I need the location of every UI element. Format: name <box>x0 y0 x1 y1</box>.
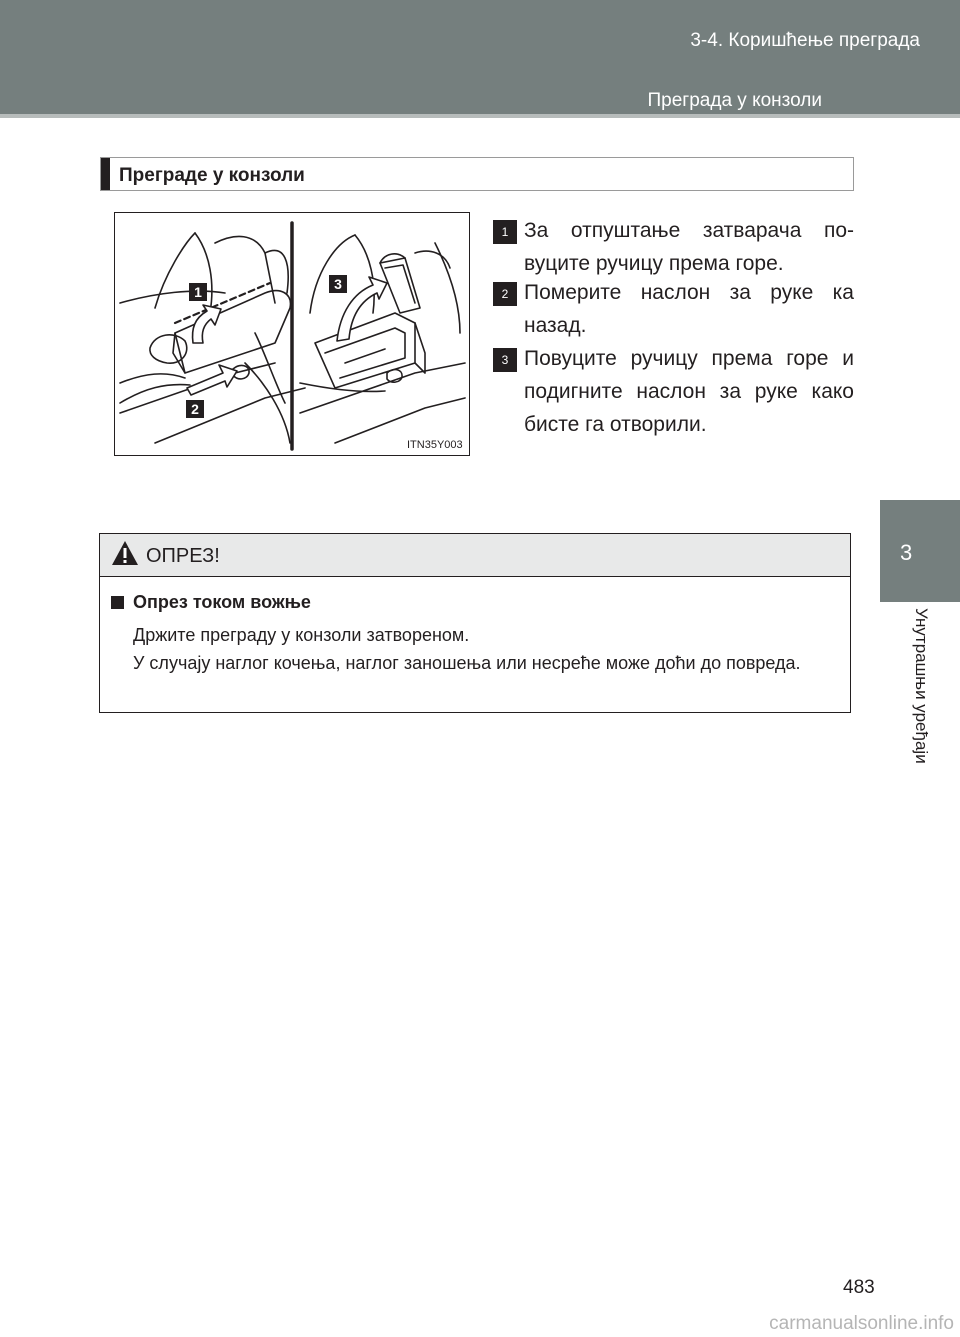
header-section-title: Преграда у конзоли <box>647 90 822 111</box>
caution-bullet <box>111 596 124 609</box>
header-chapter-title: 3-4. Коришћење преграда <box>690 30 920 51</box>
figure-callout-1: 1 <box>194 284 202 300</box>
section-title: Преграде у конзоли <box>119 165 305 186</box>
step-2-text: Померите наслон за руке ка назад. <box>524 281 854 337</box>
console-drawing <box>115 213 469 455</box>
caution-title: Опрез током вожње <box>133 592 311 612</box>
caution-box <box>99 533 851 713</box>
figure-callout-2: 2 <box>191 401 199 417</box>
figure-code: ITN35Y003 <box>407 439 463 451</box>
step-1-text: За отпуштање затварача по-вуците ручицу према горе. <box>524 219 854 275</box>
watermark: carmanualsonline.info <box>769 1313 954 1334</box>
caution-label: ОПРЕЗ! <box>146 545 220 567</box>
side-tab-label: Унутрашњи уређаји <box>912 608 931 764</box>
header-divider <box>0 114 960 118</box>
console-illustration <box>114 212 470 456</box>
step-1-number: 1 <box>493 220 517 244</box>
step-3-number: 3 <box>493 348 517 372</box>
step-3-text: Повуците ручицу према горе и подигните наслон за руке како бисте га отворили. <box>524 347 854 436</box>
step-2-number: 2 <box>493 282 517 306</box>
warning-icon <box>111 540 139 566</box>
figure-callout-3: 3 <box>334 276 342 292</box>
caution-paragraph-1: Држите преграду у конзоли затвореном. <box>133 625 470 645</box>
caution-paragraph-2: У случају наглог кочења, наглог заношења или несреће може доћи до повреда. <box>133 653 801 673</box>
page-number: 483 <box>843 1277 875 1298</box>
section-heading <box>100 157 854 191</box>
section-heading-bar <box>101 158 110 190</box>
chapter-side-tab <box>880 500 960 602</box>
side-tab-number: 3 <box>900 540 913 565</box>
caution-header <box>100 534 850 577</box>
